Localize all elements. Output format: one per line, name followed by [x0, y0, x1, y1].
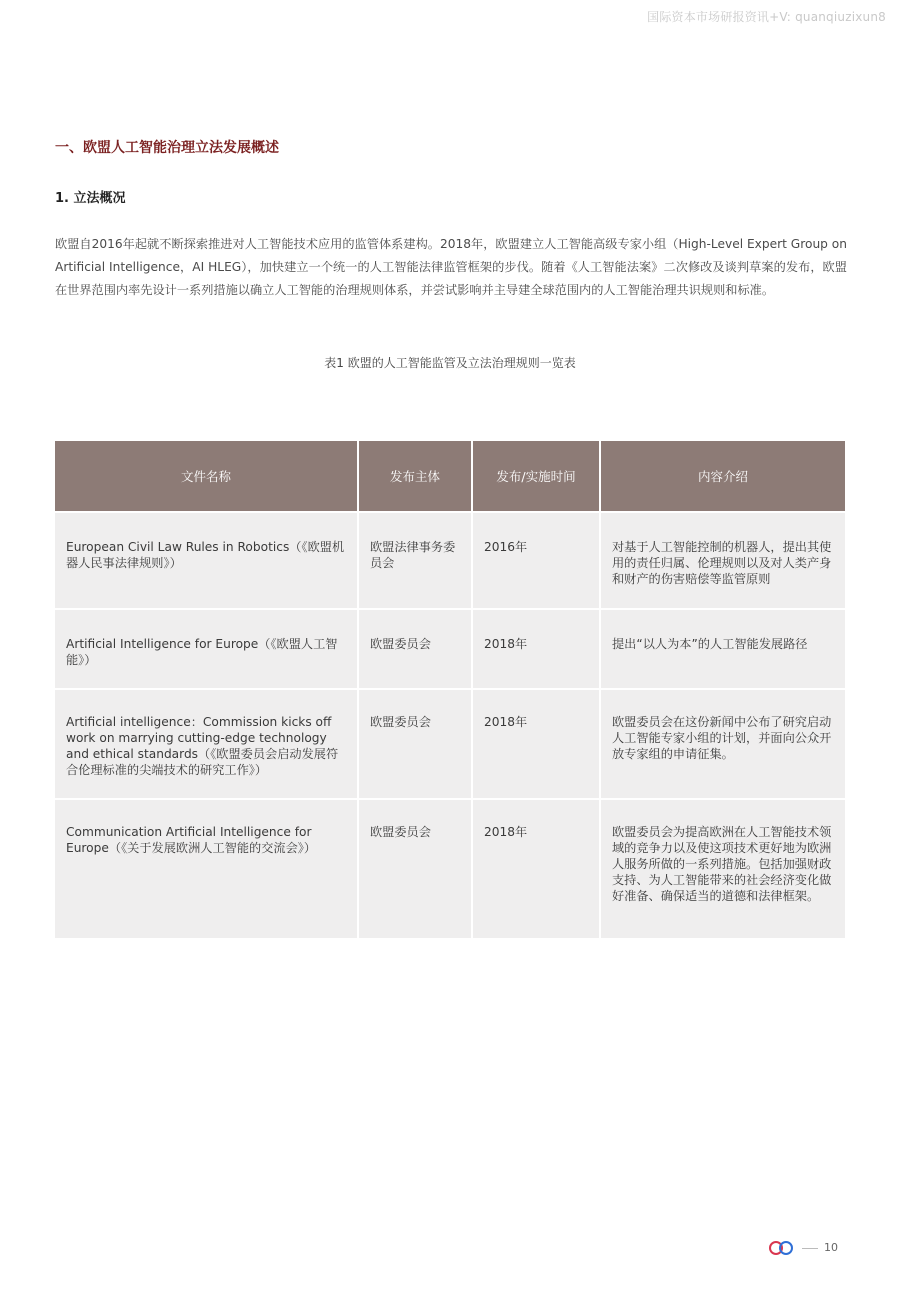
table-row: [55, 688, 845, 798]
cell-file-name: European Civil Law Rules in Robotics（《欧盟机器人民事法律规则》）: [55, 511, 359, 608]
cell-date: 2018年: [473, 608, 601, 688]
cell-file-name: Communication Artificial Intelligence for Europe（《关于发展欧洲人工智能的交流会》）: [55, 798, 359, 938]
cell-date: 2018年: [473, 688, 601, 798]
cell-publisher: 欧盟委员会: [359, 688, 473, 798]
section-heading: 一、欧盟人工智能治理立法发展概述: [55, 140, 279, 156]
cell-date: 2016年: [473, 511, 601, 608]
cell-file-name: Artificial Intelligence for Europe（《欧盟人工智能》）: [55, 608, 359, 688]
cell-publisher: 欧盟委员会: [359, 798, 473, 938]
section-subheading: 1. 立法概况: [55, 191, 126, 206]
body-paragraph: 欧盟自2016年起就不断探索推进对人工智能技术应用的监管体系建构。2018年，欧盟建立人工智能高级专家小组（High-Level Expert Group on Artificial Intelligence，AI HLEG），加快建立一个统一的人工智能法律监管框架的步伐。随着《人工智能法案》二次修改及谈判草案的发布，欧盟在世界范围内率先设计一系列措施以确立人工智能的治理规则体系，并尝试影响并主导建全球范围内的人工智能治理共识规则和标准。: [55, 237, 847, 297]
table-row: [55, 798, 845, 938]
header-file-name: 文件名称: [55, 441, 359, 511]
cell-description: 欧盟委员会在这份新闻中公布了研究启动人工智能专家小组的计划，并面向公众开放专家组的申请征集。: [601, 688, 845, 798]
table-caption: 表1 欧盟的人工智能监管及立法治理规则一览表: [324, 356, 576, 370]
table-header-row: [55, 441, 845, 511]
regulation-table: [55, 441, 845, 938]
watermark-text: 国际资本市场研报资讯+V: quanqiuzixun8: [647, 10, 886, 24]
cell-publisher: 欧盟法律事务委员会: [359, 511, 473, 608]
cell-date: 2018年: [473, 798, 601, 938]
cell-file-name: Artificial intelligence：Commission kicks off work on marrying cutting-edge technology and ethical standards（《欧盟委员会启动发展符合伦理标准的尖端技术的研究工作》）: [55, 688, 359, 798]
cell-description: 对基于人工智能控制的机器人，提出其使用的责任归属、伦理规则以及对人类产身和财产的伤害赔偿等监管原则: [601, 511, 845, 608]
cell-publisher: 欧盟委员会: [359, 608, 473, 688]
header-date: 发布/实施时间: [473, 441, 601, 511]
header-description: 内容介绍: [601, 441, 845, 511]
table-row: [55, 608, 845, 688]
table-row: [55, 511, 845, 608]
cell-description: 提出“以人为本”的人工智能发展路径: [601, 608, 845, 688]
page-number: 10: [824, 1241, 838, 1254]
cell-description: 欧盟委员会为提高欧洲在人工智能技术领域的竞争力以及使这项技术更好地为欧洲人服务所做的一系列措施。包括加强财政支持、为人工智能带来的社会经济变化做好准备、确保适当的道德和法律框架。: [601, 798, 845, 938]
footer-divider: [802, 1248, 818, 1249]
header-publisher: 发布主体: [359, 441, 473, 511]
brand-logo-icon: [767, 1240, 795, 1256]
